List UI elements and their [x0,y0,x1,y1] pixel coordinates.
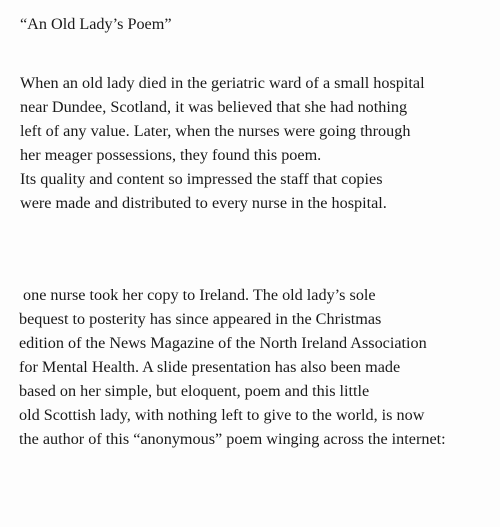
paragraph-1 [0,71,425,215]
document-title: “An Old Lady’s Poem” [20,15,172,33]
paragraph-line: When an old lady died in the geriatric ward of a small hospital [20,74,425,92]
paragraph-line: Its quality and content so impressed the staff that copies [20,170,383,188]
paragraph-line: based on her simple, but eloquent, poem and this little [19,382,370,400]
paragraph-line: left of any value. Later, when the nurses were going through [20,122,411,140]
paragraph-line: the author of this “anonymous” poem winging across the internet: [19,430,446,448]
paragraph-line: edition of the News Magazine of the North Ireland Association [19,334,427,352]
paragraph-line: one nurse took her copy to Ireland. The old lady’s sole [23,286,376,304]
paragraph-line: bequest to posterity has since appeared in the Christmas [19,310,382,328]
paragraph-line: for Mental Health. A slide presentation has also been made [19,358,401,376]
paragraph-2 [0,283,446,451]
paragraph-line: were made and distributed to every nurse in the hospital. [20,194,387,212]
paragraph-line: her meager possessions, they found this poem. [20,146,322,164]
paragraph-line: near Dundee, Scotland, it was believed that she had nothing [20,98,408,116]
paragraph-line: old Scottish lady, with nothing left to give to the world, is now [19,406,425,424]
